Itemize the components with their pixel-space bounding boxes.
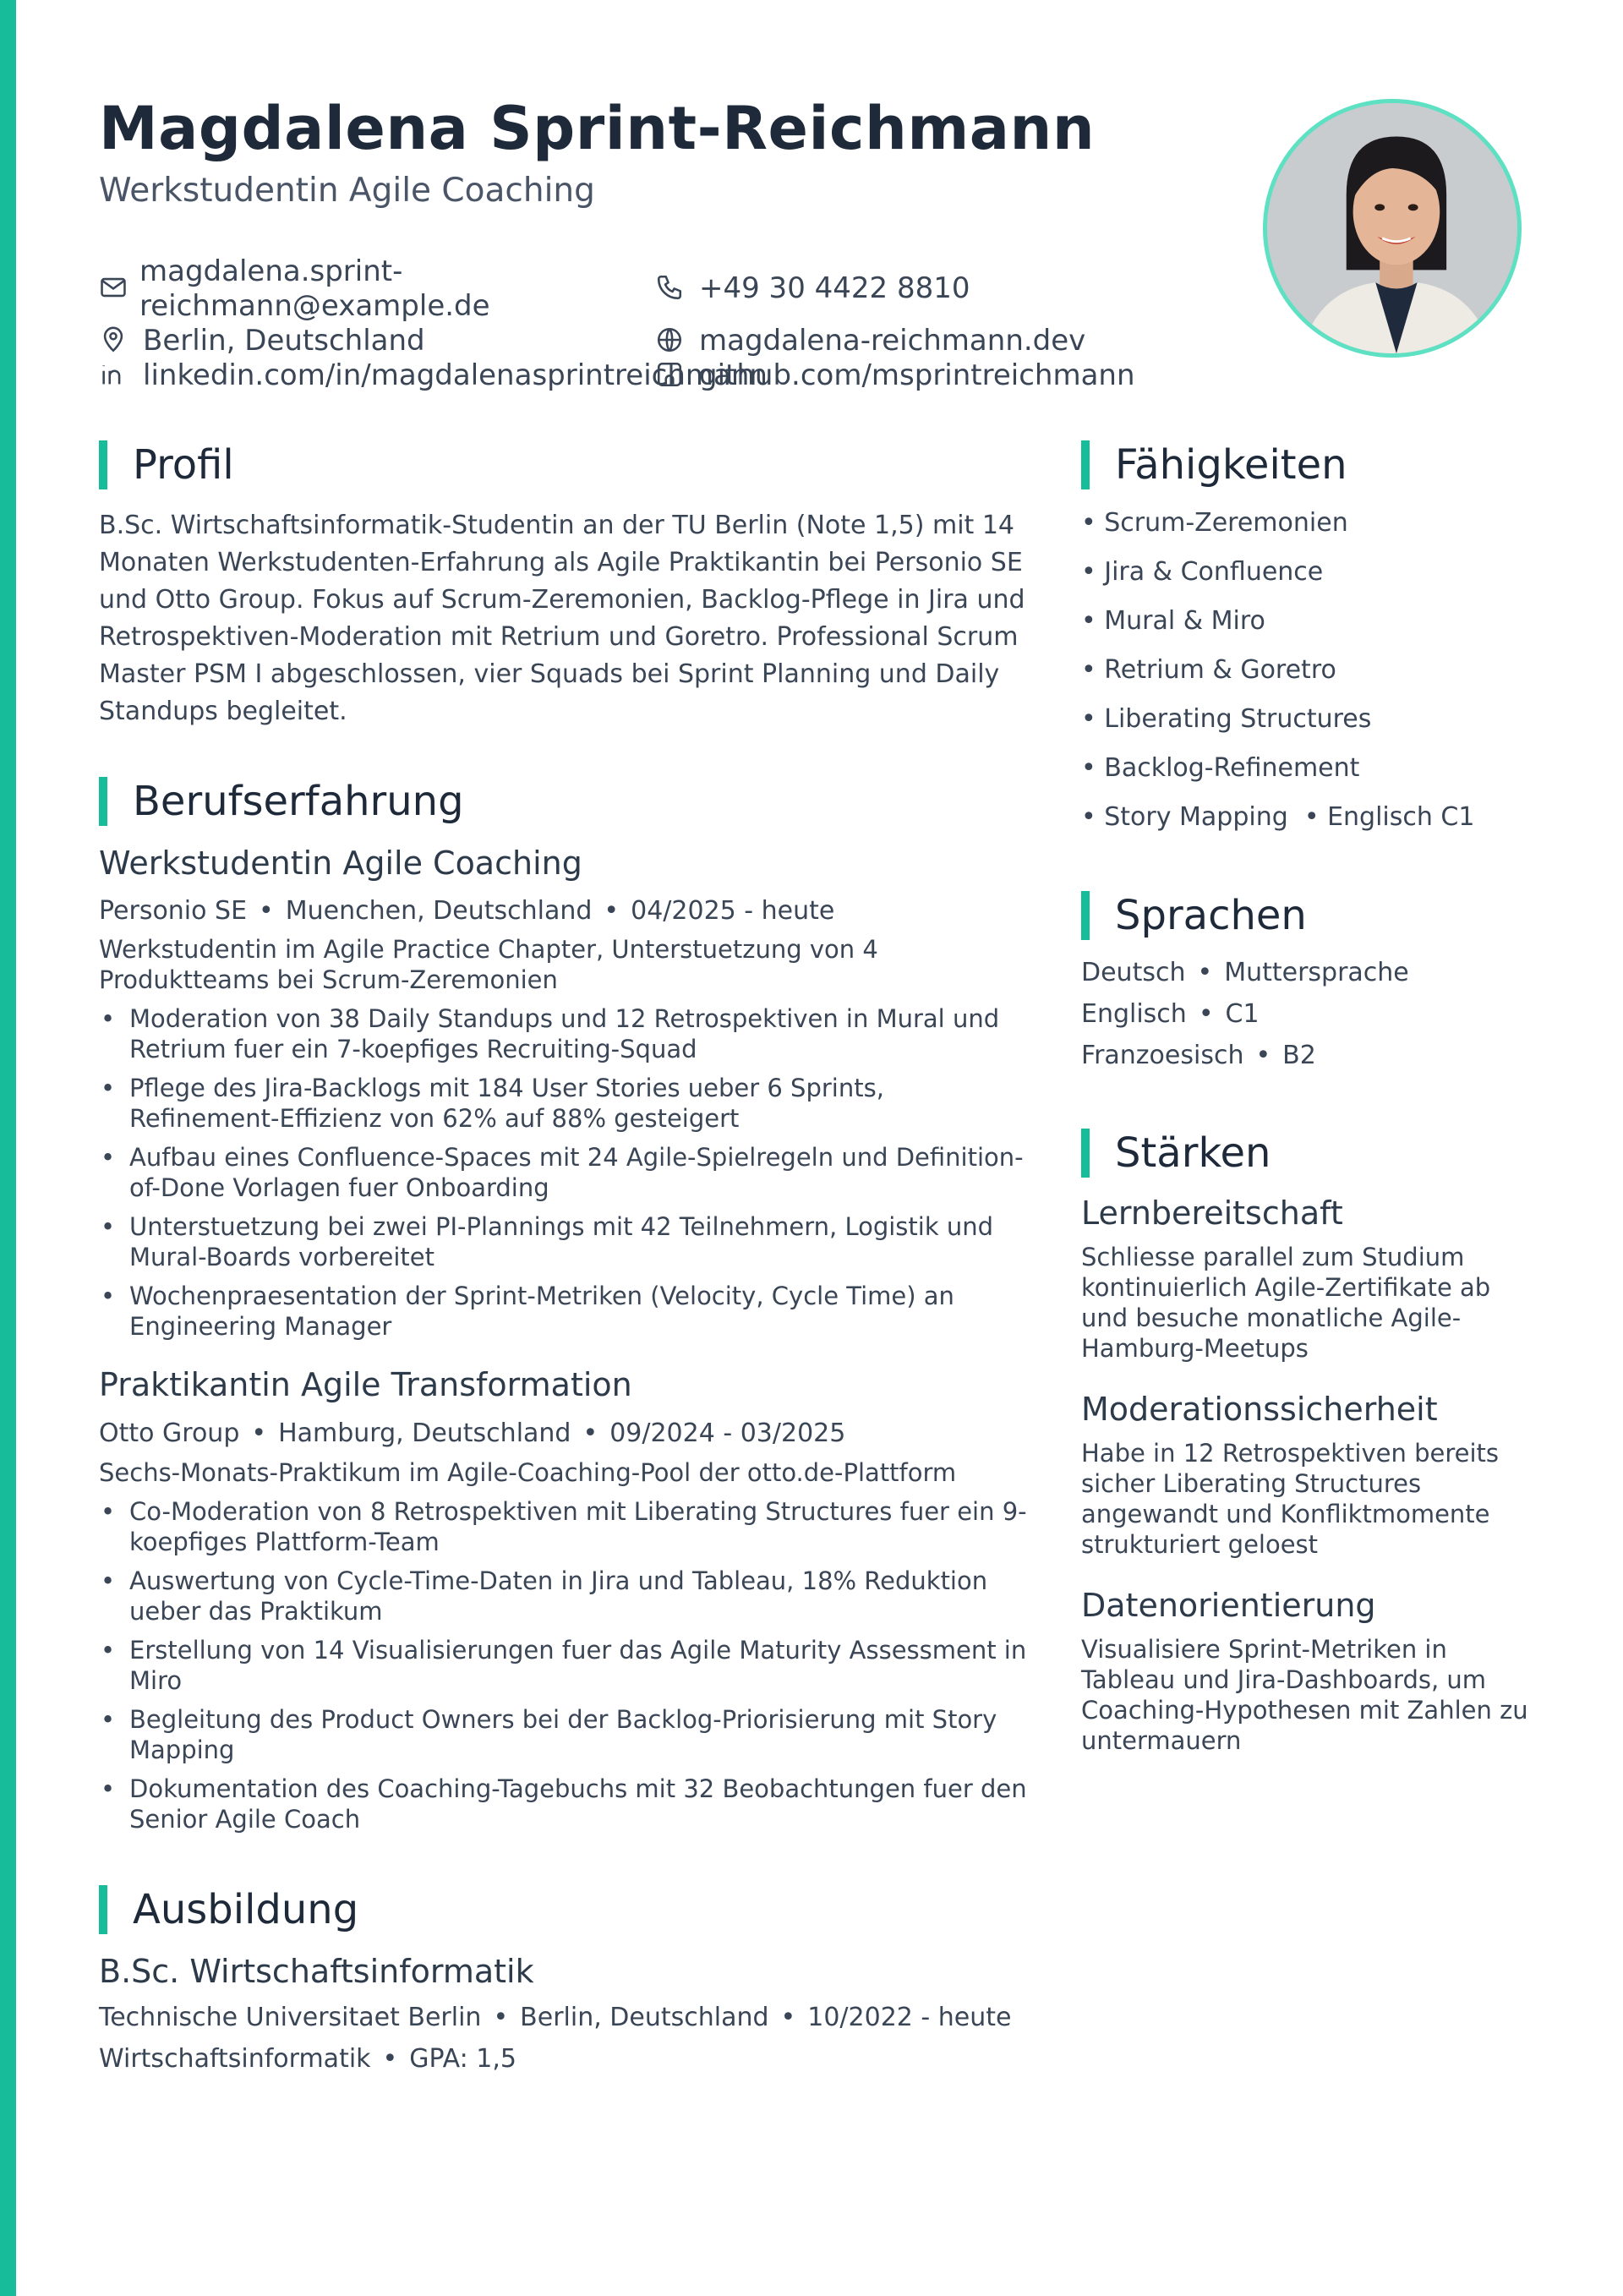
language-name: Franzoesisch (1081, 1041, 1244, 1070)
skill-item: • Scrum-Zeremonien (1081, 508, 1348, 538)
email-line-1: magdalena.sprint- (139, 254, 403, 288)
languages-heading: Sprachen (1115, 892, 1307, 939)
skill-item: • Backlog-Refinement (1081, 753, 1360, 783)
bullet-line: Aufbau eines Confluence-Spaces mit 24 Agile-Spielregeln und Definition- (129, 1143, 1024, 1172)
profile-line: und Otto Group. Fokus auf Scrum-Zeremonien, Backlog-Pflege in Jira und (99, 585, 1025, 615)
list-item (99, 1281, 1037, 1342)
strength-line: Visualisiere Sprint-Metriken in (1081, 1635, 1447, 1664)
job-bullets (99, 1003, 1037, 1350)
education-dates: 10/2022 - heute (807, 2003, 1012, 2032)
strength-line: untermauern (1081, 1726, 1242, 1755)
language-item: Franzoesisch • B2 (1081, 1041, 1316, 1070)
bullet-line: Begleitung des Product Owners bei der Backlog-Priorisierung mit Story (129, 1705, 997, 1734)
job-description (99, 934, 1037, 995)
profile-line: Standups begleitet. (99, 697, 347, 726)
language-item: Englisch • C1 (1081, 999, 1260, 1029)
email-line-2: reichmann@example.de (139, 289, 490, 323)
job-location: Hamburg, Deutschland (278, 1419, 571, 1448)
skill-label: Jira & Confluence (1104, 557, 1324, 587)
mail-icon (99, 273, 128, 302)
bullet-line: Engineering Manager (129, 1312, 392, 1341)
education-location: Berlin, Deutschland (520, 2003, 769, 2032)
bullet-line: Erstellung von 14 Visualisierungen fuer das Agile Maturity Assessment in (129, 1636, 1027, 1665)
strength-line: kontinuierlich Agile-Zertifikate ab (1081, 1273, 1491, 1302)
candidate-subtitle: Werkstudentin Agile Coaching (99, 171, 595, 210)
profile-photo-illustration (1267, 103, 1517, 353)
strength-line: Coaching-Hypothesen mit Zahlen zu (1081, 1696, 1528, 1725)
profile-line: Master PSM I abgeschlossen, vier Squads bei Sprint Planning und Daily (99, 659, 1000, 689)
job-description-line: Sechs-Monats-Praktikum im Agile-Coaching-Pool der otto.de-Plattform (99, 1458, 957, 1487)
github-icon (655, 360, 684, 389)
skill-label: Story Mapping (1104, 802, 1288, 832)
skill-item: • Jira & Confluence (1081, 557, 1324, 587)
education-degree: B.Sc. Wirtschaftsinformatik (99, 1953, 534, 1990)
skill-item: • Mural & Miro (1081, 606, 1265, 636)
strength-line: strukturiert geloest (1081, 1530, 1319, 1559)
strength-title: Moderationssicherheit (1081, 1391, 1438, 1428)
section-heading-education (99, 1885, 358, 1934)
bullet-line: Mural-Boards vorbereitet (129, 1243, 434, 1271)
location-text: Berlin, Deutschland (143, 324, 425, 358)
job-dates: 04/2025 - heute (631, 896, 835, 926)
skill-label: Scrum-Zeremonien (1104, 508, 1348, 538)
github-text: github.com/msprintreichmann (699, 358, 1135, 392)
strength-description (1081, 1438, 1555, 1560)
bullet-line: Refinement-Effizienz von 62% auf 88% gesteigert (129, 1104, 740, 1133)
section-accent-bar (99, 777, 107, 826)
strength-line: Habe in 12 Retrospektiven bereits (1081, 1439, 1500, 1468)
profile-line: B.Sc. Wirtschaftsinformatik-Studentin an der TU Berlin (Note 1,5) mit 14 (99, 511, 1015, 540)
bullet-line: Dokumentation des Coaching-Tagebuchs mit 32 Beobachtungen fuer den (129, 1774, 1027, 1803)
list-item (99, 1211, 1037, 1272)
education-school: Technische Universitaet Berlin (99, 2003, 482, 2032)
language-name: Englisch (1081, 999, 1187, 1029)
strength-line: Hamburg-Meetups (1081, 1334, 1309, 1363)
map-pin-icon (99, 325, 128, 354)
linkedin-text: linkedin.com/in/magdalenasprintreichmann (143, 358, 768, 392)
education-meta: Technische Universitaet Berlin • Berlin, Deutschland • 10/2022 - heute (99, 2003, 1012, 2032)
skill-item: • Liberating Structures (1081, 704, 1372, 734)
website-text: magdalena-reichmann.dev (699, 324, 1086, 358)
job-meta: Personio SE • Muenchen, Deutschland • 04/2025 - heute (99, 896, 835, 926)
bullet-line: Mapping (129, 1736, 235, 1764)
strength-description (1081, 1634, 1555, 1756)
bullet-line: of-Done Vorlagen fuer Onboarding (129, 1173, 549, 1202)
globe-icon (655, 325, 684, 354)
skill-label: Backlog-Refinement (1104, 753, 1360, 783)
skill-label: Retrium & Goretro (1104, 655, 1336, 685)
profile-line: Monaten Werkstudenten-Erfahrung als Agile Praktikantin bei Personio SE (99, 548, 1023, 577)
job-location: Muenchen, Deutschland (285, 896, 593, 926)
list-item (99, 1774, 1037, 1834)
profile-heading: Profil (133, 441, 234, 489)
skill-label: Liberating Structures (1104, 704, 1372, 734)
job-bullets (99, 1496, 1037, 1843)
list-item (99, 1073, 1037, 1134)
strength-line: sicher Liberating Structures (1081, 1469, 1422, 1498)
education-field: Wirtschaftsinformatik (99, 2044, 371, 2074)
list-item (99, 1704, 1037, 1765)
skill-label: Englisch C1 (1327, 802, 1475, 832)
phone-text: +49 30 4422 8810 (699, 271, 970, 305)
job-company: Personio SE (99, 896, 248, 926)
bullet-line: Auswertung von Cycle-Time-Daten in Jira und Tableau, 18% Reduktion (129, 1566, 988, 1595)
profile-summary (99, 507, 1046, 730)
education-details: Wirtschaftsinformatik • GPA: 1,5 (99, 2044, 517, 2074)
resume-header (99, 95, 1198, 210)
section-heading-skills (1081, 440, 1347, 489)
list-item (99, 1566, 1037, 1626)
linkedin-icon (99, 360, 128, 389)
job-title: Praktikantin Agile Transformation (99, 1366, 632, 1403)
list-item (99, 1635, 1037, 1696)
bullet-line: Pflege des Jira-Backlogs mit 184 User Stories ueber 6 Sprints, (129, 1074, 884, 1102)
section-accent-bar (99, 440, 107, 489)
job-meta: Otto Group • Hamburg, Deutschland • 09/2024 - 03/2025 (99, 1419, 846, 1448)
language-name: Deutsch (1081, 958, 1186, 987)
strength-line: angewandt und Konfliktmomente (1081, 1500, 1490, 1528)
job-dates: 09/2024 - 03/2025 (609, 1419, 846, 1448)
profile-line: Retrospektiven-Moderation mit Retrium und Goretro. Professional Scrum (99, 622, 1019, 652)
section-accent-bar (99, 1885, 107, 1934)
strength-line: Schliesse parallel zum Studium (1081, 1243, 1465, 1271)
skill-item: • Story Mapping • Englisch C1 (1081, 802, 1475, 832)
strengths-heading: Stärken (1115, 1129, 1271, 1177)
section-heading-strengths (1081, 1129, 1271, 1178)
strength-title: Lernbereitschaft (1081, 1194, 1343, 1232)
bullet-line: ueber das Praktikum (129, 1597, 383, 1626)
list-item (99, 1496, 1037, 1557)
list-item (99, 1003, 1037, 1064)
section-heading-experience (99, 777, 464, 826)
phone-icon (655, 273, 684, 302)
bullet-line: Wochenpraesentation der Sprint-Metriken (Velocity, Cycle Time) an (129, 1282, 954, 1310)
job-description (99, 1457, 1037, 1488)
language-level: C1 (1225, 999, 1260, 1029)
bullet-line: Moderation von 38 Daily Standups und 12 Retrospektiven in Mural und (129, 1004, 1000, 1033)
strength-description (1081, 1242, 1555, 1364)
bullet-line: Retrium fuer ein 7-koepfiges Recruiting-Squad (129, 1035, 697, 1063)
list-item (99, 1142, 1037, 1203)
strength-line: und besuche monatliche Agile- (1081, 1304, 1462, 1332)
skill-label: Mural & Miro (1104, 606, 1265, 636)
language-level: Muttersprache (1224, 958, 1409, 987)
language-item: Deutsch • Muttersprache (1081, 958, 1409, 987)
strength-line: Tableau und Jira-Dashboards, um (1081, 1665, 1487, 1694)
job-company: Otto Group (99, 1419, 240, 1448)
profile-photo (1263, 99, 1522, 358)
skill-item: • Retrium & Goretro (1081, 655, 1336, 685)
bullet-line: Miro (129, 1666, 183, 1695)
section-accent-bar (1081, 440, 1090, 489)
section-accent-bar (1081, 891, 1090, 940)
job-title: Werkstudentin Agile Coaching (99, 845, 582, 882)
education-heading: Ausbildung (133, 1886, 359, 1933)
section-accent-bar (1081, 1129, 1090, 1178)
candidate-name: Magdalena Sprint-Reichmann (99, 94, 1096, 163)
job-description-line: Produktteams bei Scrum-Zeremonien (99, 965, 558, 994)
bullet-line: Unterstuetzung bei zwei PI-Plannings mit 42 Teilnehmern, Logistik und (129, 1212, 994, 1241)
job-description-line: Werkstudentin im Agile Practice Chapter, Unterstuetzung von 4 (99, 935, 878, 964)
experience-heading: Berufserfahrung (133, 778, 464, 825)
accent-bar (0, 0, 16, 2296)
strength-title: Datenorientierung (1081, 1587, 1376, 1624)
language-level: B2 (1282, 1041, 1316, 1070)
education-gpa: GPA: 1,5 (409, 2044, 517, 2074)
skills-heading: Fähigkeiten (1115, 441, 1347, 489)
section-heading-profile (99, 440, 234, 489)
bullet-line: koepfiges Plattform-Team (129, 1528, 440, 1556)
bullet-line: Senior Agile Coach (129, 1805, 361, 1834)
section-heading-languages (1081, 891, 1307, 940)
bullet-line: Co-Moderation von 8 Retrospektiven mit Liberating Structures fuer ein 9- (129, 1497, 1027, 1526)
